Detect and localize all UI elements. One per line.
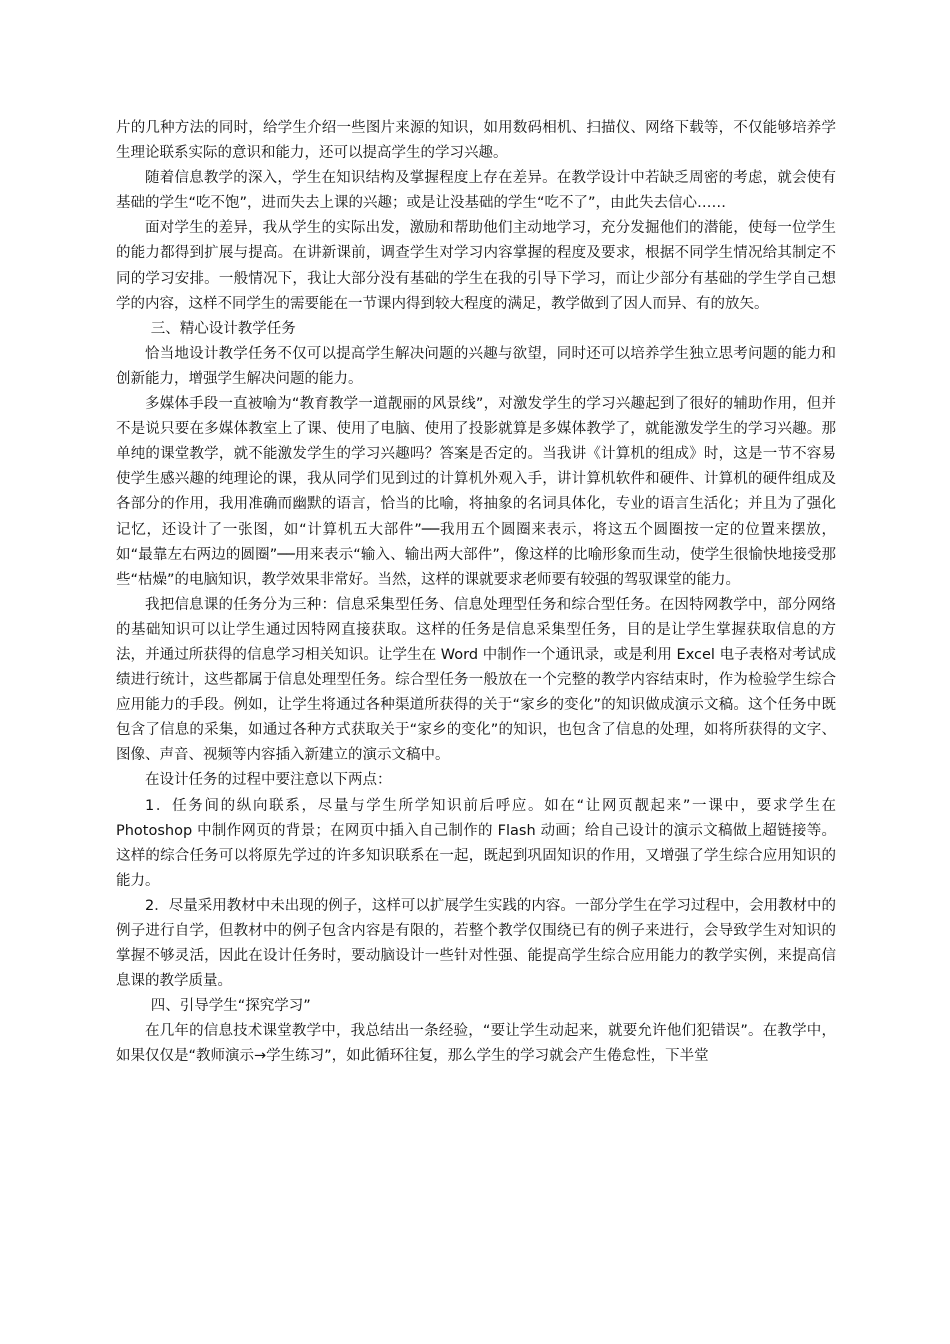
paragraph-1: 片的几种方法的同时，给学生介绍一些图片来源的知识，如用数码相机、扫描仪、网络下载等，不仅能够培养学生理论联系实际的意识和能力，还可以提高学生的学习兴趣。 <box>116 120 836 162</box>
section-heading-4: 四、引导学生“探究学习” <box>150 998 311 1015</box>
section-heading-3: 三、精心设计教学任务 <box>150 320 296 337</box>
list-item-2: 2．尽量采用教材中未出现的例子，这样可以扩展学生实践的内容。一部分学生在学习过程中，会用教材中的例子进行自学，但教材中的例子包含内容是有限的，若整个教学仅围绕已有的例子来进行，会导致学生对知识的掌握不够灵活，因此在设计任务时，要动脑设计一些针对性强、能提高学生综合应用能力的教学实例，来提高信息课的教学质量。 <box>116 897 836 990</box>
document-body <box>116 116 836 1070</box>
paragraph-8: 在几年的信息技术课堂教学中，我总结出一条经验，“要让学生动起来，就要允许他们犯错误”。在教学中，如果仅仅是“教师演示→学生练习”，如此循环往复，那么学生的学习就会产生倦怠性，下半堂 <box>116 1023 836 1065</box>
paragraph-5: 多媒体手段一直被喻为“教育教学一道靓丽的风景线”，对激发学生的学习兴趣起到了很好的辅助作用，但并不是说只要在多媒体教室上了课、使用了电脑、使用了投影就算是多媒体教学了，就能激发学生的学习兴趣。那单纯的课堂教学，就不能激发学生的学习兴趣吗？答案是否定的。当我讲《计算机的组成》时，这是一节不容易使学生感兴趣的纯理论的课，我从同学们见到过的计算机外观入手，讲计算机软件和硬件、计算机的硬件组成及各部分的作用，我用准确而幽默的语言，恰当的比喻，将抽象的名词具体化，专业的语言生活化；并且为了强化记忆，还设计了一张图，如“计算机五大部件”──我用五个圆圈来表示，将这五个圆圈按一定的位置来摆放，如“最靠左右两边的圆圈”──用来表示“输入、输出两大部件”，像这样的比喻形象而生动，使学生很愉快地接受那些“枯燥”的电脑知识，教学效果非常好。当然，这样的课就要求老师要有较强的驾驭课堂的能力。 <box>116 396 836 588</box>
paragraph-2: 随着信息教学的深入，学生在知识结构及掌握程度上存在差异。在教学设计中若缺乏周密的考虑，就会使有基础的学生“吃不饱”，进而失去上课的兴趣；或是让没基础的学生“吃不了”，由此失去信心…… <box>116 170 836 212</box>
paragraph-3: 面对学生的差异，我从学生的实际出发，激励和帮助他们主动地学习，充分发掘他们的潜能，使每一位学生的能力都得到扩展与提高。在讲新课前，调查学生对学习内容掌握的程度及要求，根据不同学生情况给其制定不同的学习安排。一般情况下，我让大部分没有基础的学生在我的引导下学习，而让少部分有基础的学生学自己想学的内容，这样不同学生的需要能在一节课内得到较大程度的满足，教学做到了因人而异、有的放矢。 <box>116 220 836 312</box>
paragraph-7: 在设计任务的过程中要注意以下两点： <box>145 772 392 789</box>
list-item-1: 1．任务间的纵向联系，尽量与学生所学知识前后呼应。如在“让网页靓起来”一课中，要求学生在 Photoshop 中制作网页的背景；在网页中插入自己制作的 Flash 动画；给自己设计的演示文稿做上超链接等。这样的综合任务可以将原先学过的许多知识联系在一起，既起到巩固知识的作用，又增强了学生综合应用知识的能力。 <box>116 797 836 889</box>
paragraph-4: 恰当地设计教学任务不仅可以提高学生解决问题的兴趣与欲望，同时还可以培养学生独立思考问题的能力和创新能力，增强学生解决问题的能力。 <box>116 345 836 387</box>
paragraph-6: 我把信息课的任务分为三种：信息采集型任务、信息处理型任务和综合型任务。在因特网教学中，部分网络的基础知识可以让学生通过因特网直接获取。这样的任务是信息采集型任务，目的是让学生掌握获取信息的方法，并通过所获得的信息学习相关知识。让学生在 Word 中制作一个通讯录，或是利用 Excel 电子表格对考试成绩进行统计，这些都属于信息处理型任务。综合型任务一般放在一个完整的教学内容结束时，作为检验学生综合应用能力的手段。例如，让学生将通过各种渠道所获得的关于“家乡的变化”的知识做成演示文稿。这个任务中既包含了信息的采集，如通过各种方式获取关于“家乡的变化”的知识，也包含了信息的处理，如将所获得的文字、图像、声音、视频等内容插入新建立的演示文稿中。 <box>116 596 836 764</box>
